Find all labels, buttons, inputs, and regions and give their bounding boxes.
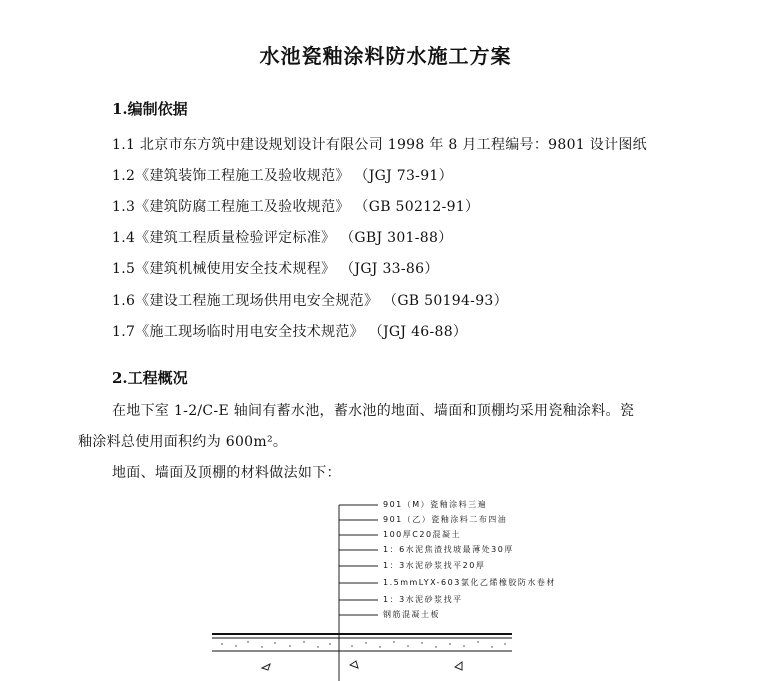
basis-item-3: 1.3《建筑防腐工程施工及验收规范》 （GB 50212-91） [112,199,480,215]
aggregate-symbols [262,661,462,670]
layer-label-7: 1：3水泥砂浆找平 [383,595,463,604]
basis-item-7: 1.7《施工现场临时用电安全技术规范》 （JGJ 46-88） [112,324,468,340]
concrete-hatch [221,641,505,647]
basis-item-2: 1.2《建筑装饰工程施工及验收规范》 （JGJ 73-91） [112,168,453,184]
layer-label-3: 100厚C20混凝土 [383,530,462,539]
basis-item-1: 1.1 北京市东方筑中建设规划设计有限公司 1998 年 8 月工程编号：9801 设计图纸 [112,137,647,153]
layer-label-2: 901（乙）瓷釉涂料二布四油 [383,515,508,524]
layer-label-5: 1：3水泥砂浆找平20厚 [383,561,486,570]
basis-item-5: 1.5《建筑机械使用安全技术规程》 （JGJ 33-86） [112,261,439,277]
document-title: 水池瓷釉涂料防水施工方案 [259,44,512,68]
overview-paragraph-line2: 釉涂料总使用面积约为 600m²。 [78,434,288,450]
materials-intro: 地面、墙面及顶棚的材料做法如下： [112,465,341,481]
leader-ticks [339,505,378,615]
section-heading-overview: 2.工程概况 [112,369,188,387]
layer-label-1: 901（M）瓷釉涂料三遍 [383,500,488,509]
layer-label-6: 1.5mmLYX-603氯化乙烯橡胶防水卷材 [383,578,556,587]
section-heading-basis: 1.编制依据 [112,100,188,118]
layer-label-8: 钢筋混凝土板 [383,610,440,619]
layer-label-4: 1：6水泥焦渣找坡最薄处30厚 [383,545,514,554]
basis-item-4: 1.4《建筑工程质量检验评定标准》 （GBJ 301-88） [112,230,453,246]
overview-paragraph-line1: 在地下室 1-2/C-E 轴间有蓄水池，蓄水池的地面、墙面和顶棚均采用瓷釉涂料。瓷 [112,403,635,419]
basis-item-6: 1.6《建设工程施工现场供用电安全规范》 （GB 50194-93） [112,293,508,309]
